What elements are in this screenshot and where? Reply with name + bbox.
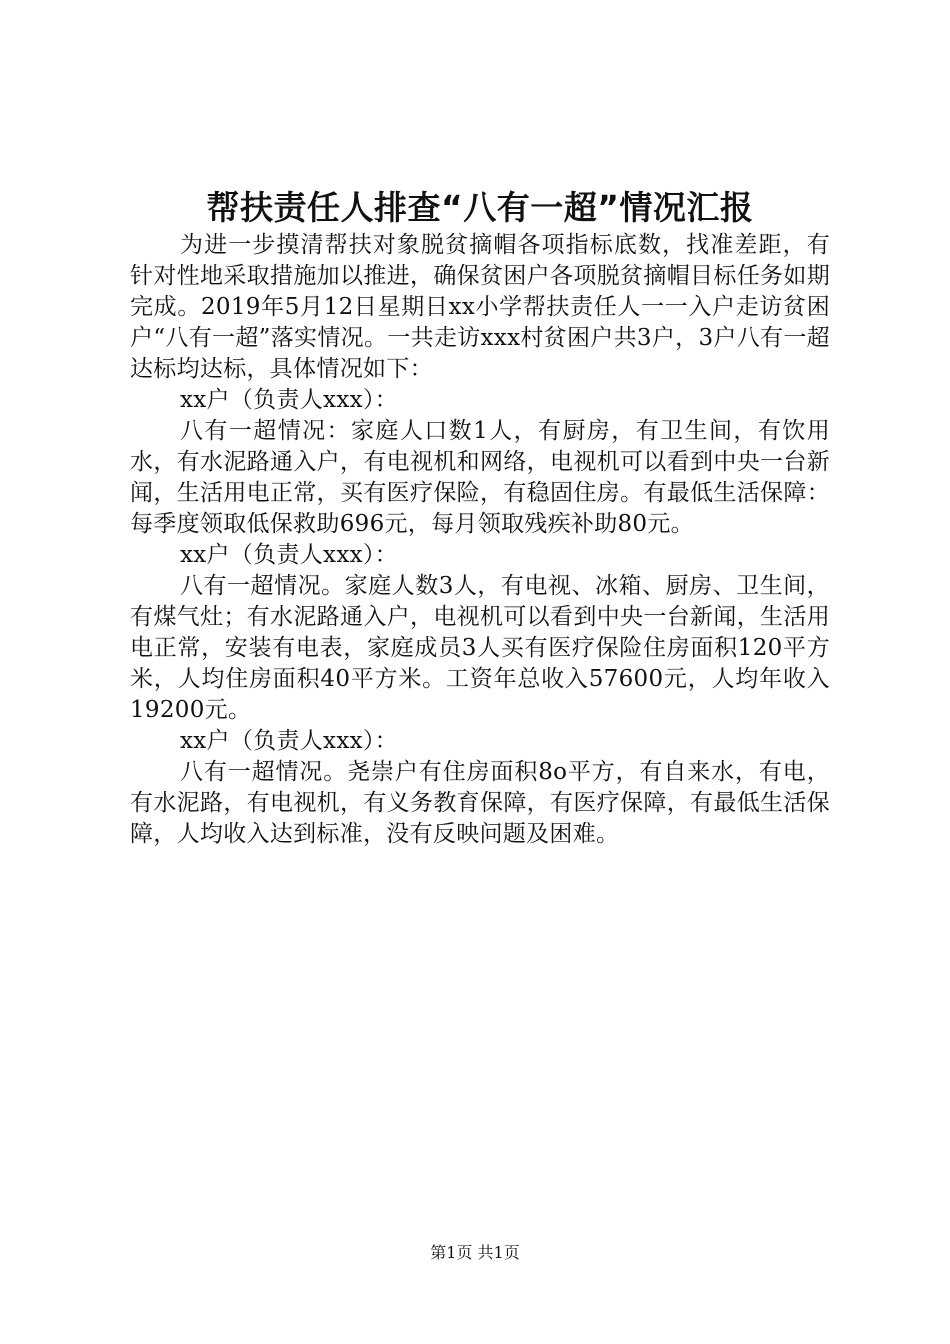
page-footer: 第1页 共1页 [430, 1243, 520, 1262]
document-page [130, 0, 830, 1344]
household-heading-3: xx户（负责人xxx）： [180, 728, 398, 754]
document-body [130, 230, 830, 850]
household-details-1: 八有一超情况：家庭人口数1人，有厨房，有卫生间，有饮用水，有水泥路通入户，有电视机和网络，电视机可以看到中央一台新闻，生活用电正常，买有医疗保险，有稳固住房。有最低生活保障：每季度领取低保救助696元，每月领取残疾补助80元。 [130, 418, 830, 537]
household-details-2: 八有一超情况。家庭人数3人，有电视、冰箱、厨房、卫生间，有煤气灶；有水泥路通入户，电视机可以看到中央一台新闻，生活用电正常，安装有电表，家庭成员3人买有医疗保险住房面积120平方米，人均住房面积40平方米。工资年总收入57600元，人均年收入19200元。 [130, 573, 830, 723]
household-heading-1: xx户（负责人xxx）： [180, 387, 398, 413]
household-heading-2: xx户（负责人xxx）： [180, 542, 398, 568]
document-title: 帮扶责任人排查“八有一超”情况汇报 [206, 188, 754, 227]
household-details-3: 八有一超情况。尧崇户有住房面积8o平方，有自来水，有电，有水泥路，有电视机，有义务教育保障，有医疗保障，有最低生活保障，人均收入达到标准，没有反映问题及困难。 [130, 759, 830, 847]
intro-paragraph: 为进一步摸清帮扶对象脱贫摘帽各项指标底数，找准差距，有针对性地采取措施加以推进，确保贫困户各项脱贫摘帽目标任务如期完成。2019年5月12日星期日xx小学帮扶责任人一一入户走访贫困户“八有一超”落实情况。一共走访xxx村贫困户共3户，3户八有一超达标均达标，具体情况如下： [130, 232, 830, 382]
